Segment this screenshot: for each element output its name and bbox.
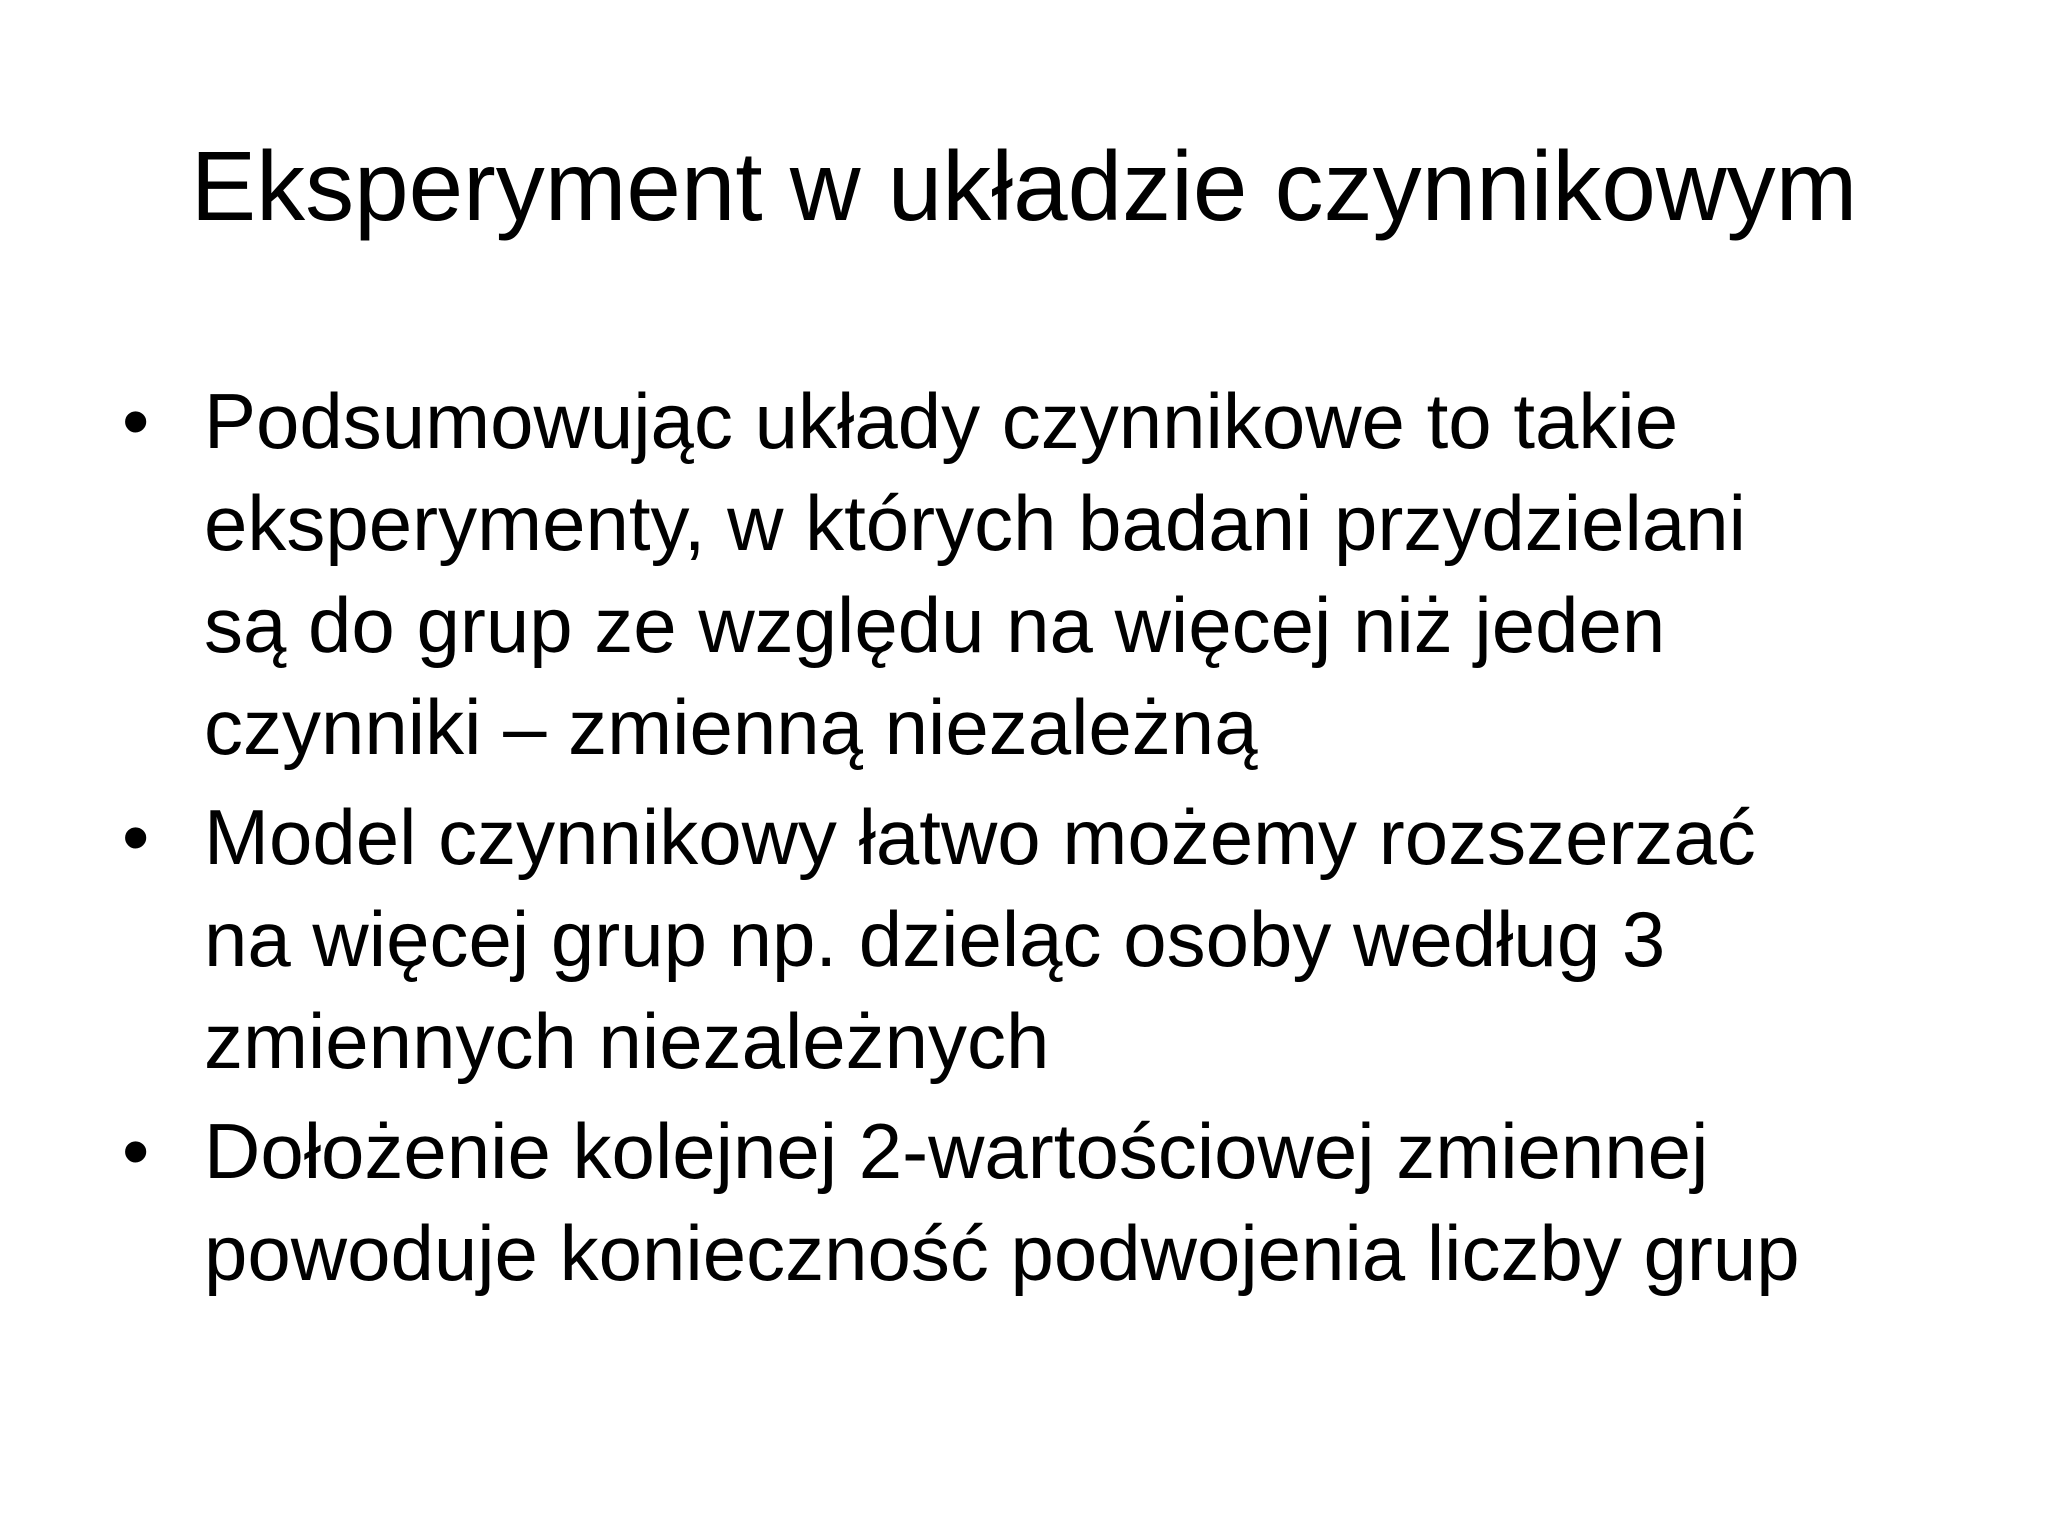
bullet-item	[122, 786, 1982, 1092]
bullet-text-line: Dołożenie kolejnej 2-wartościowej zmiennej	[204, 1107, 1709, 1195]
bullet-text-line: powoduje konieczność podwojenia liczby grup	[204, 1209, 1800, 1297]
bullet-text-line: czynniki – zmienną niezależną	[204, 683, 1258, 771]
bullet-text-line: zmiennych niezależnych	[204, 997, 1050, 1085]
bullet-text-line: eksperymenty, w których badani przydzielani	[204, 479, 1746, 567]
bullet-item	[122, 1100, 1982, 1304]
bullet-icon: •	[122, 1107, 150, 1195]
bullet-text-line: Model czynnikowy łatwo możemy rozszerzać	[204, 793, 1756, 881]
bullet-list	[122, 370, 1982, 1312]
bullet-icon: •	[122, 377, 150, 465]
bullet-icon: •	[122, 793, 150, 881]
slide-title: Eksperyment w układzie czynnikowym	[190, 131, 1858, 241]
bullet-text-line: Podsumowując układy czynnikowe to takie	[204, 377, 1679, 465]
bullet-item	[122, 370, 1982, 778]
bullet-text-line: są do grup ze względu na więcej niż jeden	[204, 581, 1666, 669]
bullet-text-line: na więcej grup np. dzieląc osoby według 3	[204, 895, 1666, 983]
